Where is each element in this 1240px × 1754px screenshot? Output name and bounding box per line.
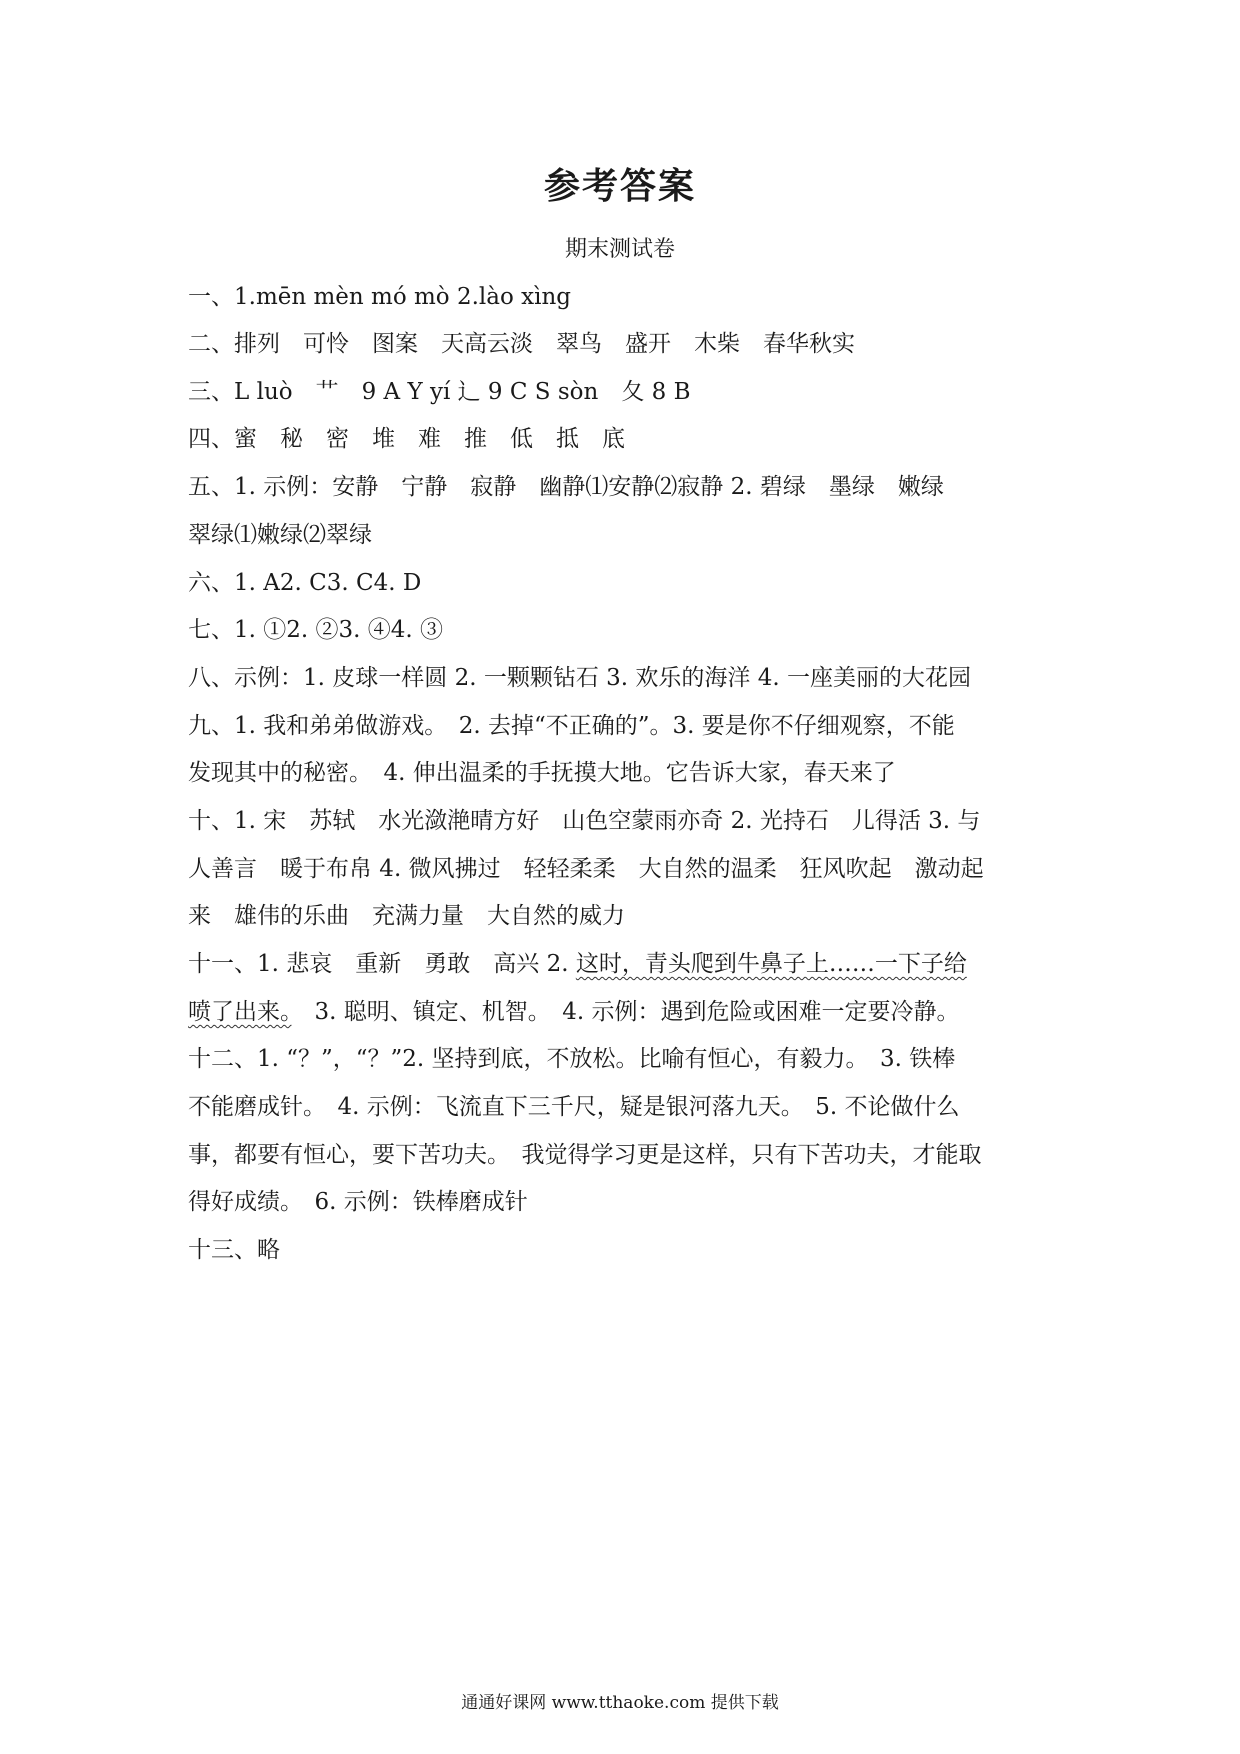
answer-line-12: 十、1. 宋 苏轼 水光潋滟晴方好 山色空蒙雨亦奇 2. 光持石 儿得活 3. 与 [188,808,981,834]
answer-line-3: 三、L luò 艹 9 A Y yí 辶 9 C S sòn 夂 8 B [188,379,691,405]
answer-line-18: 不能磨成针。 4. 示例：飞流直下三千尺，疑是银河落九天。 5. 不论做什么 [188,1094,960,1120]
answer-line-16 [188,997,960,1027]
answer-line-19: 事，都要有恒心，要下苦功夫。 我觉得学习更是这样，只有下苦功夫，才能取 [188,1142,982,1168]
answer-line-5: 五、1. 示例：安静 宁静 寂静 幽静⑴安静⑵寂静 2. 碧绿 墨绿 嫩绿 [188,474,944,500]
answer-line-1: 一、1.mēn mèn mó mò 2.lào xìng [188,284,572,310]
answer-line-2: 二、排列 可怜 图案 天高云淡 翠鸟 盛开 木柴 春华秋实 [188,331,855,357]
answer-line-20: 得好成绩。 6. 示例：铁棒磨成针 [188,1189,528,1215]
answer-line-13: 人善言 暖于布帛 4. 微风拂过 轻轻柔柔 大自然的温柔 狂风吹起 激动起 [188,856,984,882]
answer-line-9: 八、示例：1. 皮球一样圆 2. 一颗颗钻石 3. 欢乐的海洋 4. 一座美丽的大花园 [188,665,971,691]
answer-line-6: 翠绿⑴嫩绿⑵翠绿 [188,522,372,548]
answer-line-15 [188,949,967,979]
answer-line-16-text: 3. 聪明、镇定、机智。 4. 示例：遇到危险或困难一定要冷静。 [291,999,960,1025]
answer-line-17: 十二、1. “？”，“？”2. 坚持到底，不放松。比喻有恒心，有毅力。 3. 铁棒 [188,1046,956,1072]
quoted-passage-underlined: 这时，青头爬到牛鼻子上……一下子给 [575,951,967,977]
answer-line-4: 四、蜜 秘 密 堆 难 推 低 抵 底 [188,426,625,452]
page-title: 参考答案 [543,166,696,207]
page-footer: 通通好课网 www.tthaoke.com 提供下载 [461,1693,779,1713]
answer-line-21: 十三、略 [188,1237,280,1263]
answer-line-14: 来 雄伟的乐曲 充满力量 大自然的威力 [188,903,625,929]
exam-subtitle: 期末测试卷 [564,237,675,262]
answer-line-15-text: 十一、1. 悲哀 重新 勇敢 高兴 2. [188,951,576,977]
answer-line-8: 七、1. ①2. ②3. ④4. ③ [188,617,444,643]
answer-line-10: 九、1. 我和弟弟做游戏。 2. 去掉“不正确的”。3. 要是你不仔细观察，不能 [188,713,955,739]
answer-line-11: 发现其中的秘密。 4. 伸出温柔的手抚摸大地。它告诉大家，春天来了 [188,760,896,786]
answer-line-7: 六、1. A2. C3. C4. D [188,570,422,596]
quoted-passage-underlined-end: 喷了出来。 [188,999,292,1025]
